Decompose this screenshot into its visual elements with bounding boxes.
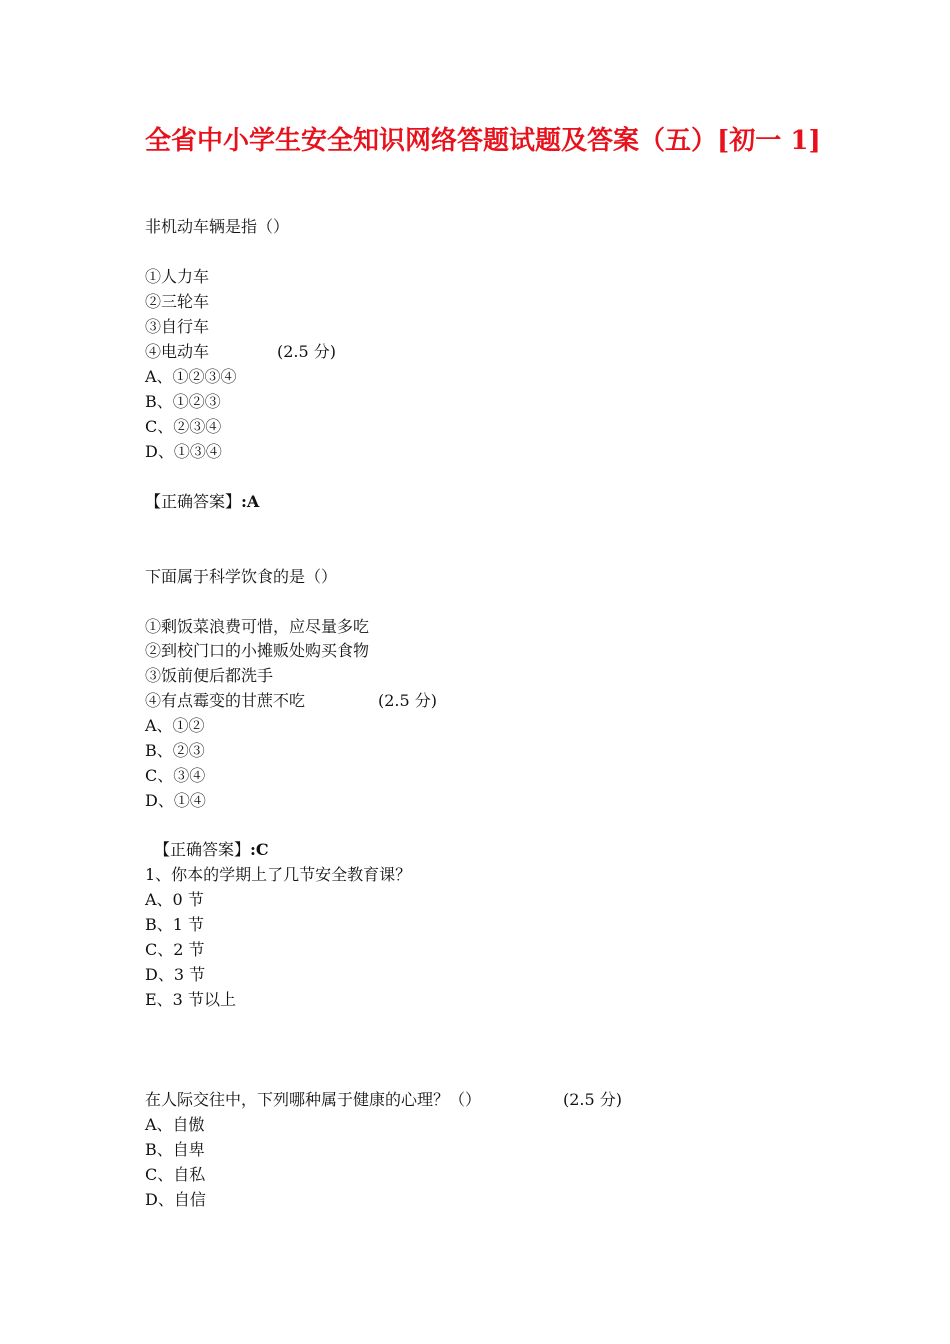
answer-option: A、自傲: [145, 1115, 205, 1134]
question-item: ①剩饭菜浪费可惜，应尽量多吃: [145, 617, 370, 636]
question-score: (2.5 分): [563, 1090, 623, 1109]
question-item: ④有点霉变的甘蔗不吃: [145, 691, 306, 710]
correct-answer: [145, 491, 259, 513]
answer-option: C、②③④: [145, 417, 222, 436]
answer-option: B、②③: [145, 741, 205, 760]
question-stem: 1、你本的学期上了几节安全教育课？: [145, 865, 412, 884]
document-title: 全省中小学生安全知识网络答题试题及答案（五）[初一 1]: [145, 126, 821, 156]
answer-option: A、①②③④: [145, 367, 237, 386]
question-item: ③自行车: [145, 317, 210, 336]
question-item: ④电动车: [145, 342, 210, 361]
answer-option: B、①②③: [145, 392, 221, 411]
question-score: (2.5 分): [277, 342, 337, 361]
answer-option: D、自信: [145, 1190, 206, 1209]
question-stem: 下面属于科学饮食的是（）: [145, 567, 338, 586]
correct-answer: [154, 839, 269, 861]
question-stem: 非机动车辆是指（）: [145, 217, 290, 236]
answer-option: D、①④: [145, 791, 206, 810]
question-item: ②三轮车: [145, 292, 210, 311]
correct-answer-label: 【正确答案】: [154, 840, 251, 859]
answer-option: C、2 节: [145, 940, 205, 959]
correct-answer-value: :A: [241, 492, 260, 511]
question-stem: 在人际交往中，下列哪种属于健康的心理？（）: [145, 1090, 482, 1109]
answer-option: A、0 节: [145, 890, 204, 909]
question-item: ③饭前便后都洗手: [145, 666, 274, 685]
answer-option: C、③④: [145, 766, 206, 785]
answer-option: B、1 节: [145, 915, 205, 934]
answer-option: B、自卑: [145, 1140, 205, 1159]
correct-answer-label: 【正确答案】: [145, 492, 242, 511]
question-score: (2.5 分): [378, 691, 438, 710]
answer-option: D、3 节: [145, 965, 206, 984]
question-item: ②到校门口的小摊贩处购买食物: [145, 641, 370, 660]
question-item: ①人力车: [145, 267, 210, 286]
answer-option: C、自私: [145, 1165, 206, 1184]
answer-option: E、3 节以上: [145, 990, 236, 1009]
correct-answer-value: :C: [250, 840, 269, 859]
answer-option: D、①③④: [145, 442, 222, 461]
answer-option: A、①②: [145, 716, 205, 735]
